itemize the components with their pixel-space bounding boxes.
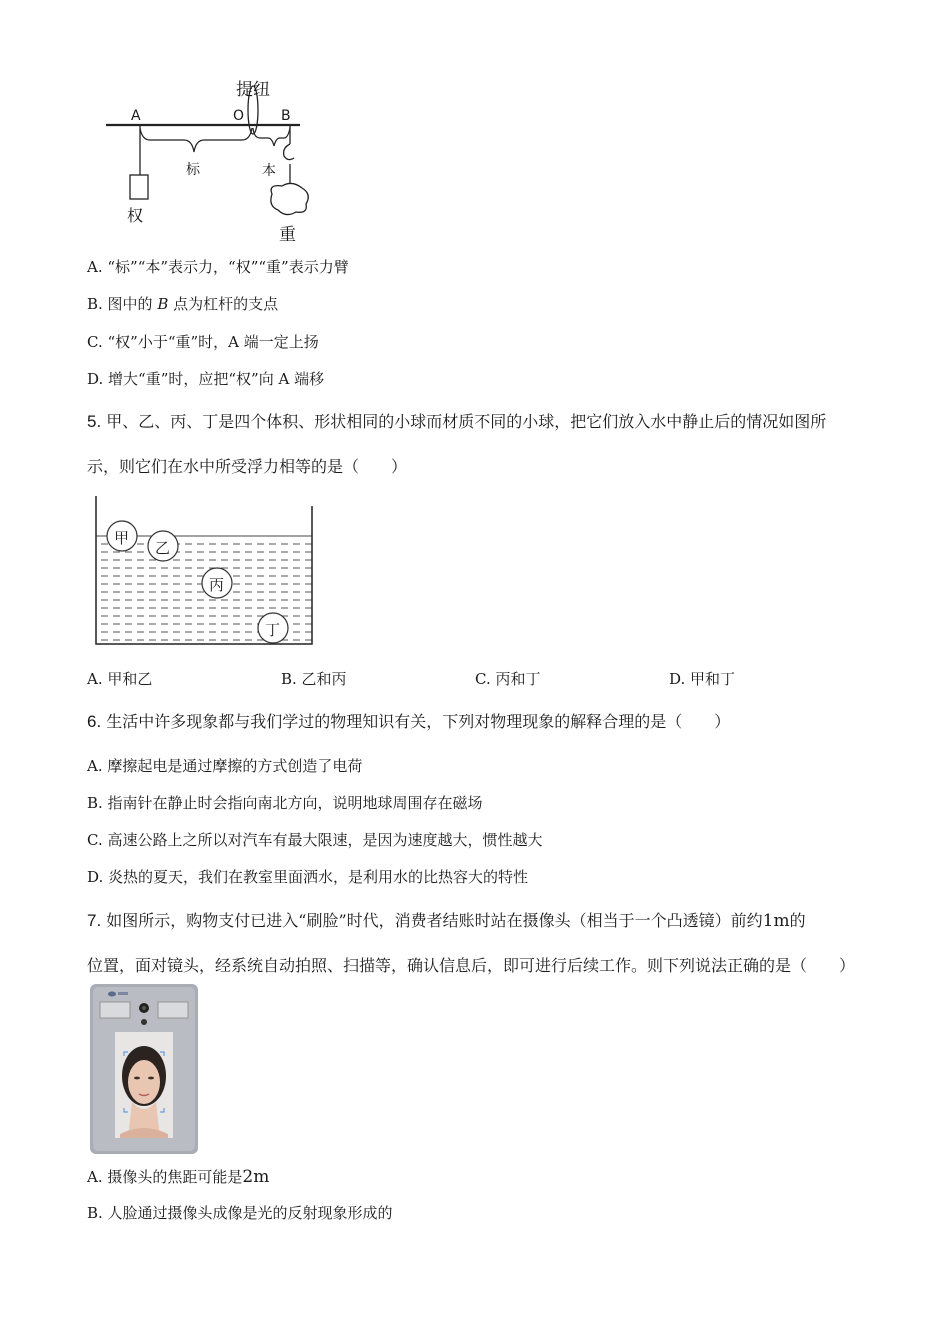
- q7-option-a-value: 2m: [242, 1167, 270, 1187]
- q7-number: 7.: [87, 911, 102, 930]
- label-zhong: 重: [279, 225, 296, 245]
- q5-option-a: A. 甲和乙: [87, 670, 153, 688]
- q7-option-b: B. 人脸通过摄像头成像是光的反射现象形成的: [87, 1204, 393, 1222]
- q7-text1b: 的: [789, 911, 806, 930]
- q5-line2: 示，则它们在水中所受浮力相等的是（ ）: [87, 457, 408, 476]
- q4-option-b: [87, 293, 278, 314]
- q5-option-b: B. 乙和丙: [281, 670, 347, 688]
- ball-yi: 乙: [155, 539, 171, 557]
- label-B: B: [281, 108, 291, 124]
- q7-line1: [87, 908, 806, 931]
- q7-option-a-text: A. 摄像头的焦距可能是: [87, 1168, 243, 1186]
- q4-option-b-tail: 点为杠杆的支点: [173, 295, 279, 313]
- water-tank-diagram: [88, 492, 320, 648]
- q7-distance: 1m: [762, 911, 790, 931]
- q4-option-a: A. “标”“本”表示力，“权”“重”表示力臂: [87, 258, 349, 276]
- q5-line1: [87, 409, 826, 432]
- ball-ding: 丁: [265, 621, 281, 639]
- q6-number: 6.: [87, 712, 102, 731]
- ball-bing: 丙: [209, 576, 225, 594]
- label-biao: 标: [186, 162, 200, 178]
- label-tiniu: 提纽: [236, 80, 270, 100]
- q7-text1a: 如图所示，购物支付已进入“刷脸”时代，消费者结账时站在摄像头（相当于一个凸透镜）前约: [106, 911, 763, 930]
- q6-option-d: D. 炎热的夏天，我们在教室里面洒水，是利用水的比热容大的特性: [87, 868, 529, 886]
- q6-option-c: C. 高速公路上之所以对汽车有最大限速，是因为速度越大，惯性越大: [87, 831, 543, 849]
- q4-option-b-prefix: B. 图中的: [87, 295, 153, 313]
- q6-text1: 生活中许多现象都与我们学过的物理知识有关，下列对物理现象的解释合理的是（ ）: [106, 712, 731, 731]
- q6-option-b: B. 指南针在静止时会指向南北方向，说明地球周围存在磁场: [87, 794, 483, 812]
- label-ben: 本: [262, 163, 276, 179]
- q5-option-c: C. 丙和丁: [475, 670, 541, 688]
- q4-option-d: D. 增大“重”时，应把“权”向 A 端移: [87, 370, 325, 388]
- ball-jia: 甲: [114, 529, 130, 547]
- q5-option-d: D. 甲和丁: [669, 670, 736, 688]
- label-O: O: [233, 108, 245, 124]
- q5-text1: 甲、乙、丙、丁是四个体积、形状相同的小球而材质不同的小球，把它们放入水中静止后的情况如图所: [106, 412, 827, 431]
- q6-line1: [87, 709, 730, 732]
- q7-line2: 位置，面对镜头，经系统自动拍照、扫描等，确认信息后，即可进行后续工作。则下列说法正确的是（ ）: [87, 956, 856, 975]
- face-scan-terminal-image: [90, 984, 198, 1154]
- q4-option-c: C. “权”小于“重”时，A 端一定上扬: [87, 333, 319, 351]
- q6-option-a: A. 摩擦起电是通过摩擦的方式创造了电荷: [87, 757, 363, 775]
- label-A: A: [131, 108, 141, 124]
- q4-option-b-point: B: [157, 295, 169, 313]
- label-quan: 权: [127, 206, 144, 225]
- q7-option-a: [87, 1166, 269, 1187]
- q5-number: 5.: [87, 412, 102, 431]
